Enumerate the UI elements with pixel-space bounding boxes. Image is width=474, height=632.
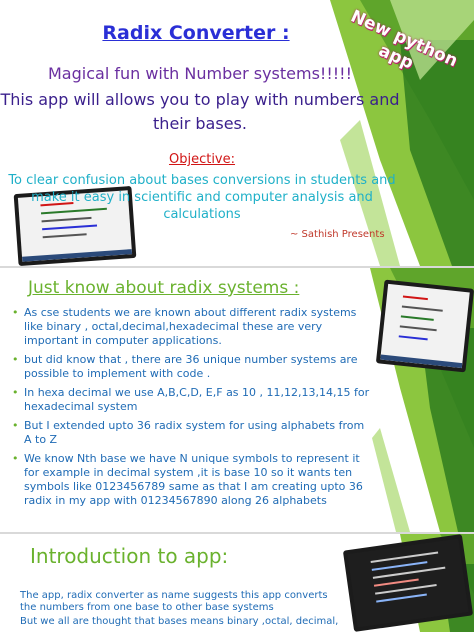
list-item: • but did know that , there are 36 unique number systems are possible to implement with code . [12, 353, 372, 381]
list-item: • As cse students we are known about different radix systems like binary , octal,decimal,hexadecimal these are very important in computer applications. [12, 306, 372, 348]
slide-radix-systems [0, 268, 474, 532]
objective-heading: Objective: [168, 152, 236, 167]
list-item: • In hexa decimal we use A,B,C,D, E,F as 10 , 11,12,13,14,15 for hexadecimal system [12, 386, 372, 414]
bullet-list [12, 306, 372, 513]
section-heading: Introduction to app: [30, 544, 229, 568]
app-screenshot-laptop [376, 280, 474, 373]
list-item: • But I extended upto 36 radix system for using alphabets from A to Z [12, 419, 372, 447]
intro-sentence: This app will allows you to play with numbers and their bases. [0, 90, 400, 133]
app-screenshot-laptop [343, 534, 473, 632]
slide-title [0, 0, 474, 266]
new-app-badge: New python app [347, 6, 461, 74]
section-heading: Just know about radix systems : [28, 278, 300, 298]
intro-text: The app, radix converter as name suggests this app converts the numbers from one base to other base systems [20, 590, 328, 613]
page-title: Radix Converter : [102, 22, 290, 44]
list-item: • We know Nth base we have N unique symbols to represent it for example in decimal system ,it is base 10 so it wants ten symbols like 0123456789 same as that I am creating upto 36 radix in my app with 01234567890 along 26 alphabets [12, 452, 372, 508]
slide-introduction [0, 534, 474, 632]
intro-text: But we all are thought that bases means binary ,octal, decimal, [20, 616, 339, 627]
tagline: Magical fun with Number systems!!!!! [48, 64, 352, 83]
signature: ~ Sathish Presents [290, 229, 385, 240]
objective-text: To clear confusion about bases conversions in students and make it easy in scientific and computer analysis and calculations [8, 173, 396, 222]
